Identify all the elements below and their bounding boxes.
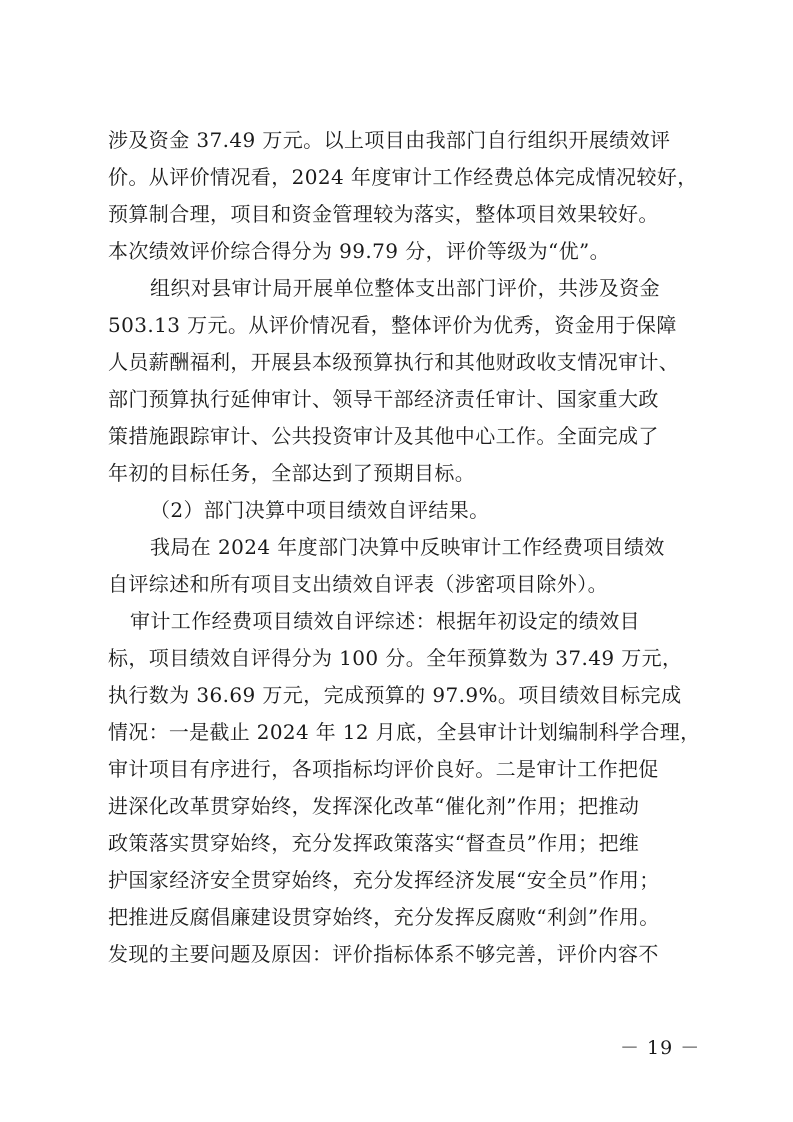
section-heading: （2）部门决算中项目绩效自评结果。 [150, 498, 490, 522]
paragraph-start-line: 我局在 2024 年度部门决算中反映审计工作经费项目绩效 [150, 535, 665, 559]
text-line: 护国家经济安全贯穿始终，充分发挥经济发展“安全员”作用； [108, 868, 660, 892]
text-line: 预算制合理，项目和资金管理较为落实，整体项目效果较好。 [108, 202, 659, 226]
text-line: 策措施跟踪审计、公共投资审计及其他中心工作。全面完成了 [108, 424, 659, 448]
text-line: 503.13 万元。从评价情况看，整体评价为优秀，资金用于保障 [108, 313, 677, 337]
text-line: 价。从评价情况看，2024 年度审计工作经费总体完成情况较好， [108, 165, 698, 189]
text-line: 人员薪酬福利，开展县本级预算执行和其他财政收支情况审计、 [108, 350, 680, 374]
text-line: 自评综述和所有项目支出绩效自评表（涉密项目除外）。 [108, 572, 608, 596]
text-line: 本次绩效评价综合得分为 99.79 分，评价等级为“优”。 [108, 239, 611, 263]
paragraph-start-line: 组织对县审计局开展单位整体支出部门评价，共涉及资金 [150, 276, 660, 300]
page-number: － 19 － [620, 1037, 701, 1059]
paragraph-start-line: 审计工作经费项目绩效自评综述：根据年初设定的绩效目 [130, 609, 640, 633]
text-line: 政策落实贯穿始终，充分发挥政策落实“督查员”作用；把维 [108, 831, 640, 855]
text-line: 涉及资金 37.49 万元。以上项目由我部门自行组织开展绩效评 [108, 128, 671, 152]
text-line: 情况：一是截止 2024 年 12 月底，全县审计计划编制科学合理， [108, 720, 701, 744]
text-line: 把推进反腐倡廉建设贯穿始终，充分发挥反腐败“利剑”作用。 [108, 905, 660, 929]
text-line: 年初的目标任务，全部达到了预期目标。 [108, 461, 476, 485]
text-line: 审计项目有序进行，各项指标均评价良好。二是审计工作把促 [108, 757, 659, 781]
text-line: 标，项目绩效自评得分为 100 分。全年预算数为 37.49 万元， [108, 646, 683, 670]
text-line: 执行数为 36.69 万元，完成预算的 97.9%。项目绩效目标完成 [108, 683, 682, 707]
text-line: 部门预算执行延伸审计、领导干部经济责任审计、国家重大政 [108, 387, 659, 411]
text-line: 发现的主要问题及原因：评价指标体系不够完善，评价内容不 [108, 942, 659, 966]
text-line: 进深化改革贯穿始终，发挥深化改革“催化剂”作用；把推动 [108, 794, 640, 818]
